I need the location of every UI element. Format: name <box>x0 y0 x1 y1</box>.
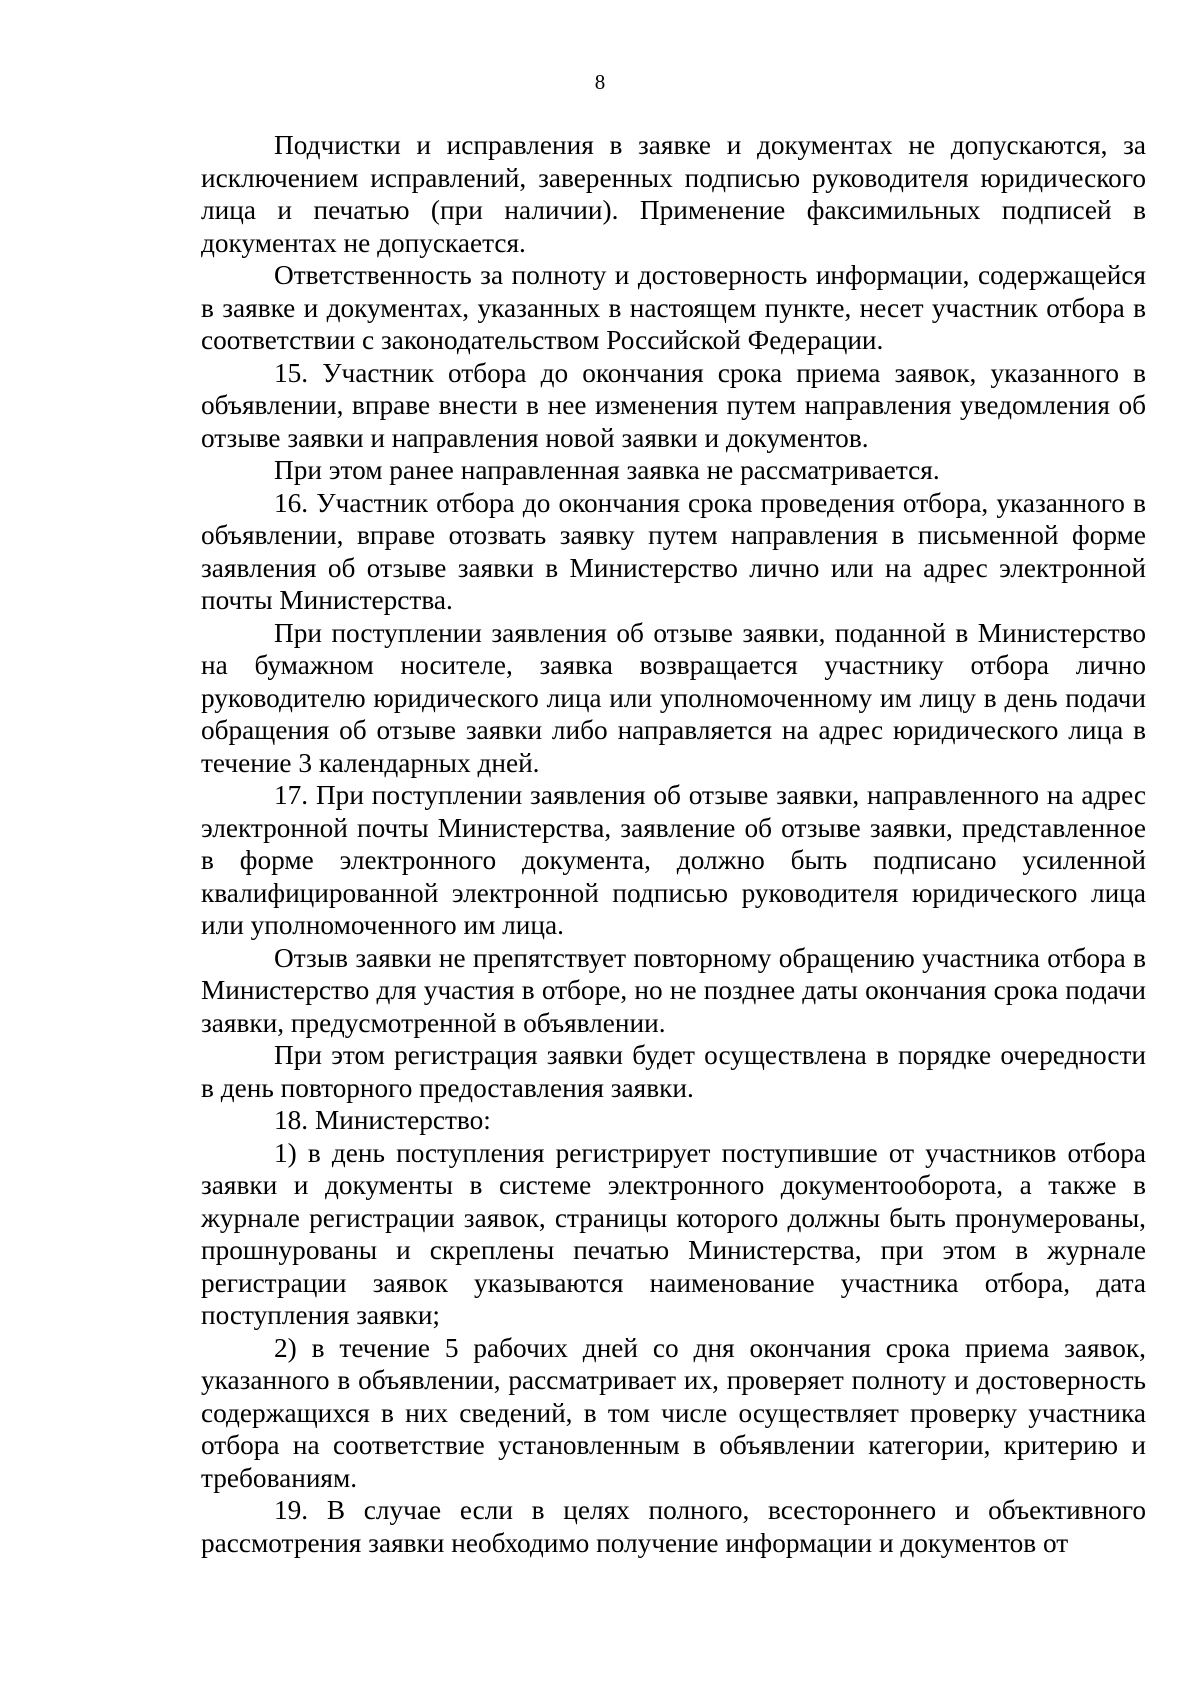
paragraph-corrections-not-allowed: Подчистки и исправления в заявке и документах не допускаются, за исключением исправлений, заверенных подписью руководителя юридического лица и печатью (при наличии). Применение факсимильных подписей в документах не допускается. <box>201 130 1146 258</box>
paragraph-responsibility: Ответственность за полноту и достоверность информации, содержащейся в заявке и документах, указанных в настоящем пункте, несет участник отбора в соответствии с законодательством Российской Федерации. <box>201 260 1146 355</box>
paragraph-repeat-application: Отзыв заявки не препятствует повторному обращению участника отбора в Министерство для участия в отборе, но не позднее даты окончания срока подачи заявки, предусмотренной в объявлении. <box>201 942 1146 1038</box>
paragraph-paper-withdrawal: При поступлении заявления об отзыве заявки, поданной в Министерство на бумажном носителе, заявка возвращается участнику отбора лично руководителю юридического лица или уполномоченному им лицу в день подачи обращения об отзыве заявки либо направляется на адрес юридического лица в течение 3 календарных дней. <box>201 617 1146 778</box>
paragraph-item-15: 15. Участник отбора до окончания срока приема заявок, указанного в объявлении, вправе внести в нее изменения путем направления уведомления об отзыве заявки и направления новой заявки и документов. <box>201 357 1146 453</box>
document-body <box>201 129 1146 1559</box>
paragraph-previous-application: При этом ранее направленная заявка не рассматривается. <box>274 455 940 485</box>
paragraph-item-19: 19. В случае если в целях полного, всестороннего и объективного рассмотрения заявки необходимо получение информации и документов от <box>201 1495 1146 1558</box>
paragraph-item-18-2: 2) в течение 5 рабочих дней со дня окончания срока приема заявок, указанного в объявлении, рассматривает их, проверяет полноту и достоверность содержащихся в них сведений, в том числе осуществляет проверку участника отбора на соответствие установленным в объявлении категории, критерию и требованиям. <box>201 1332 1146 1493</box>
paragraph-item-16: 16. Участник отбора до окончания срока проведения отбора, указанного в объявлении, вправе отозвать заявку путем направления в письменной форме заявления об отзыве заявки в Министерство лично или на адрес электронной почты Министерства. <box>201 487 1146 615</box>
paragraph-item-18: 18. Министерство: <box>274 1105 491 1135</box>
paragraph-item-17: 17. При поступлении заявления об отзыве заявки, направленного на адрес электронной почты Министерства, заявление об отзыве заявки, представленное в форме электронного документа, должно быть подписано усиленной квалифицированной электронной подписью руководителя юридического лица или уполномоченного им лица. <box>201 780 1146 940</box>
paragraph-item-18-1: 1) в день поступления регистрирует поступившие от участников отбора заявки и документы в системе электронного документооборота, а также в журнале регистрации заявок, страницы которого должны быть пронумерованы, прошнурованы и скреплены печатью Министерства, при этом в журнале регистрации заявок указываются наименование участника отбора, дата поступления заявки; <box>201 1137 1146 1330</box>
paragraph-registration-order: При этом регистрация заявки будет осуществлена в порядке очередности в день повторного предоставления заявки. <box>201 1040 1146 1103</box>
page-number: 8 <box>594 70 606 94</box>
